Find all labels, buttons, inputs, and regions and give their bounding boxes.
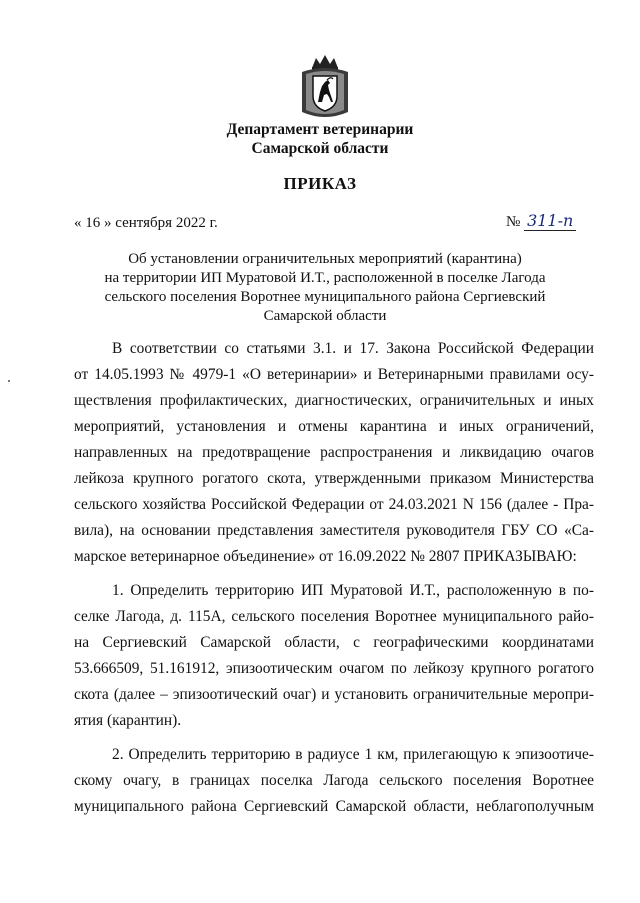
order-number-label: № — [506, 214, 521, 230]
order-number-handwritten: 311-п — [524, 211, 576, 231]
document-title: ПРИКАЗ — [283, 174, 357, 193]
text-line: 2. Определить территорию в радиусе 1 км, прилегающую к эпизоотиче- — [112, 746, 594, 763]
order-body — [74, 336, 594, 820]
text-line: от 14.05.1993 № 4979-1 «О ветеринарии» и Ветеринарными правилами осу- — [74, 366, 594, 383]
paragraph-item-1 — [74, 578, 594, 734]
text-line: скому очагу, в границах поселка Лагода сельского поселения Воротнее — [74, 772, 594, 789]
text-line: 53.666509, 51.161912, эпизоотическим очагом по лейкозу крупного рогатого — [74, 660, 594, 677]
text-line: вила), на основании представления заместителя руководителя ГБУ СО «Са- — [74, 522, 594, 539]
paragraph-preamble — [74, 336, 594, 570]
subject-line: сельского поселения Воротнее муниципального района Сергиевский — [104, 289, 546, 305]
department-name-line2: Самарской области — [251, 140, 389, 157]
samara-coat-of-arms-icon — [298, 52, 352, 122]
text-line: В соответствии со статьями 3.1. и 17. Закона Российской Федерации — [112, 340, 594, 357]
scan-speck — [8, 380, 10, 382]
text-line: мероприятий, установления и отмены карантина и иных ограничений, — [74, 418, 594, 435]
subject-line: Самарской области — [263, 308, 387, 324]
text-line: лейкоза крупного рогатого скота, утвержденными приказом Министерства — [74, 470, 594, 487]
subject-line: Об установлении ограничительных мероприятий (карантина) — [128, 251, 522, 267]
text-line: ществления профилактических, диагностических, ограничительных и иных — [74, 392, 594, 409]
paragraph-item-2 — [74, 742, 594, 820]
text-line: скота (далее – эпизоотический очаг) и установить ограничительные меропри- — [74, 686, 594, 703]
order-subject — [60, 250, 590, 326]
text-line: 1. Определить территорию ИП Муратовой И.Т., расположенную в по- — [112, 582, 594, 599]
subject-line: на территории ИП Муратовой И.Т., расположенной в поселке Лагода — [104, 270, 546, 286]
text-line: марское ветеринарное объединение» от 16.09.2022 № 2807 ПРИКАЗЫВАЮ: — [74, 548, 577, 565]
department-name-line1: Департамент ветеринарии — [226, 121, 414, 138]
text-line: сельского хозяйства Российской Федерации от 24.03.2021 N 156 (далее - Пра- — [74, 496, 594, 513]
text-line: ятия (карантин). — [74, 712, 182, 729]
text-line: на Сергиевский Самарской области, с географическими координатами — [74, 634, 594, 651]
text-line: муниципального района Сергиевский Самарской области, неблагополучным — [74, 798, 594, 815]
order-date: « 16 » сентября 2022 г. — [74, 215, 218, 231]
text-line: селке Лагода, д. 115А, сельского поселения Воротнее муниципального райо- — [74, 608, 594, 625]
text-line: направленных на предотвращение распространения и ликвидацию очагов — [74, 444, 594, 461]
order-number — [506, 211, 576, 231]
